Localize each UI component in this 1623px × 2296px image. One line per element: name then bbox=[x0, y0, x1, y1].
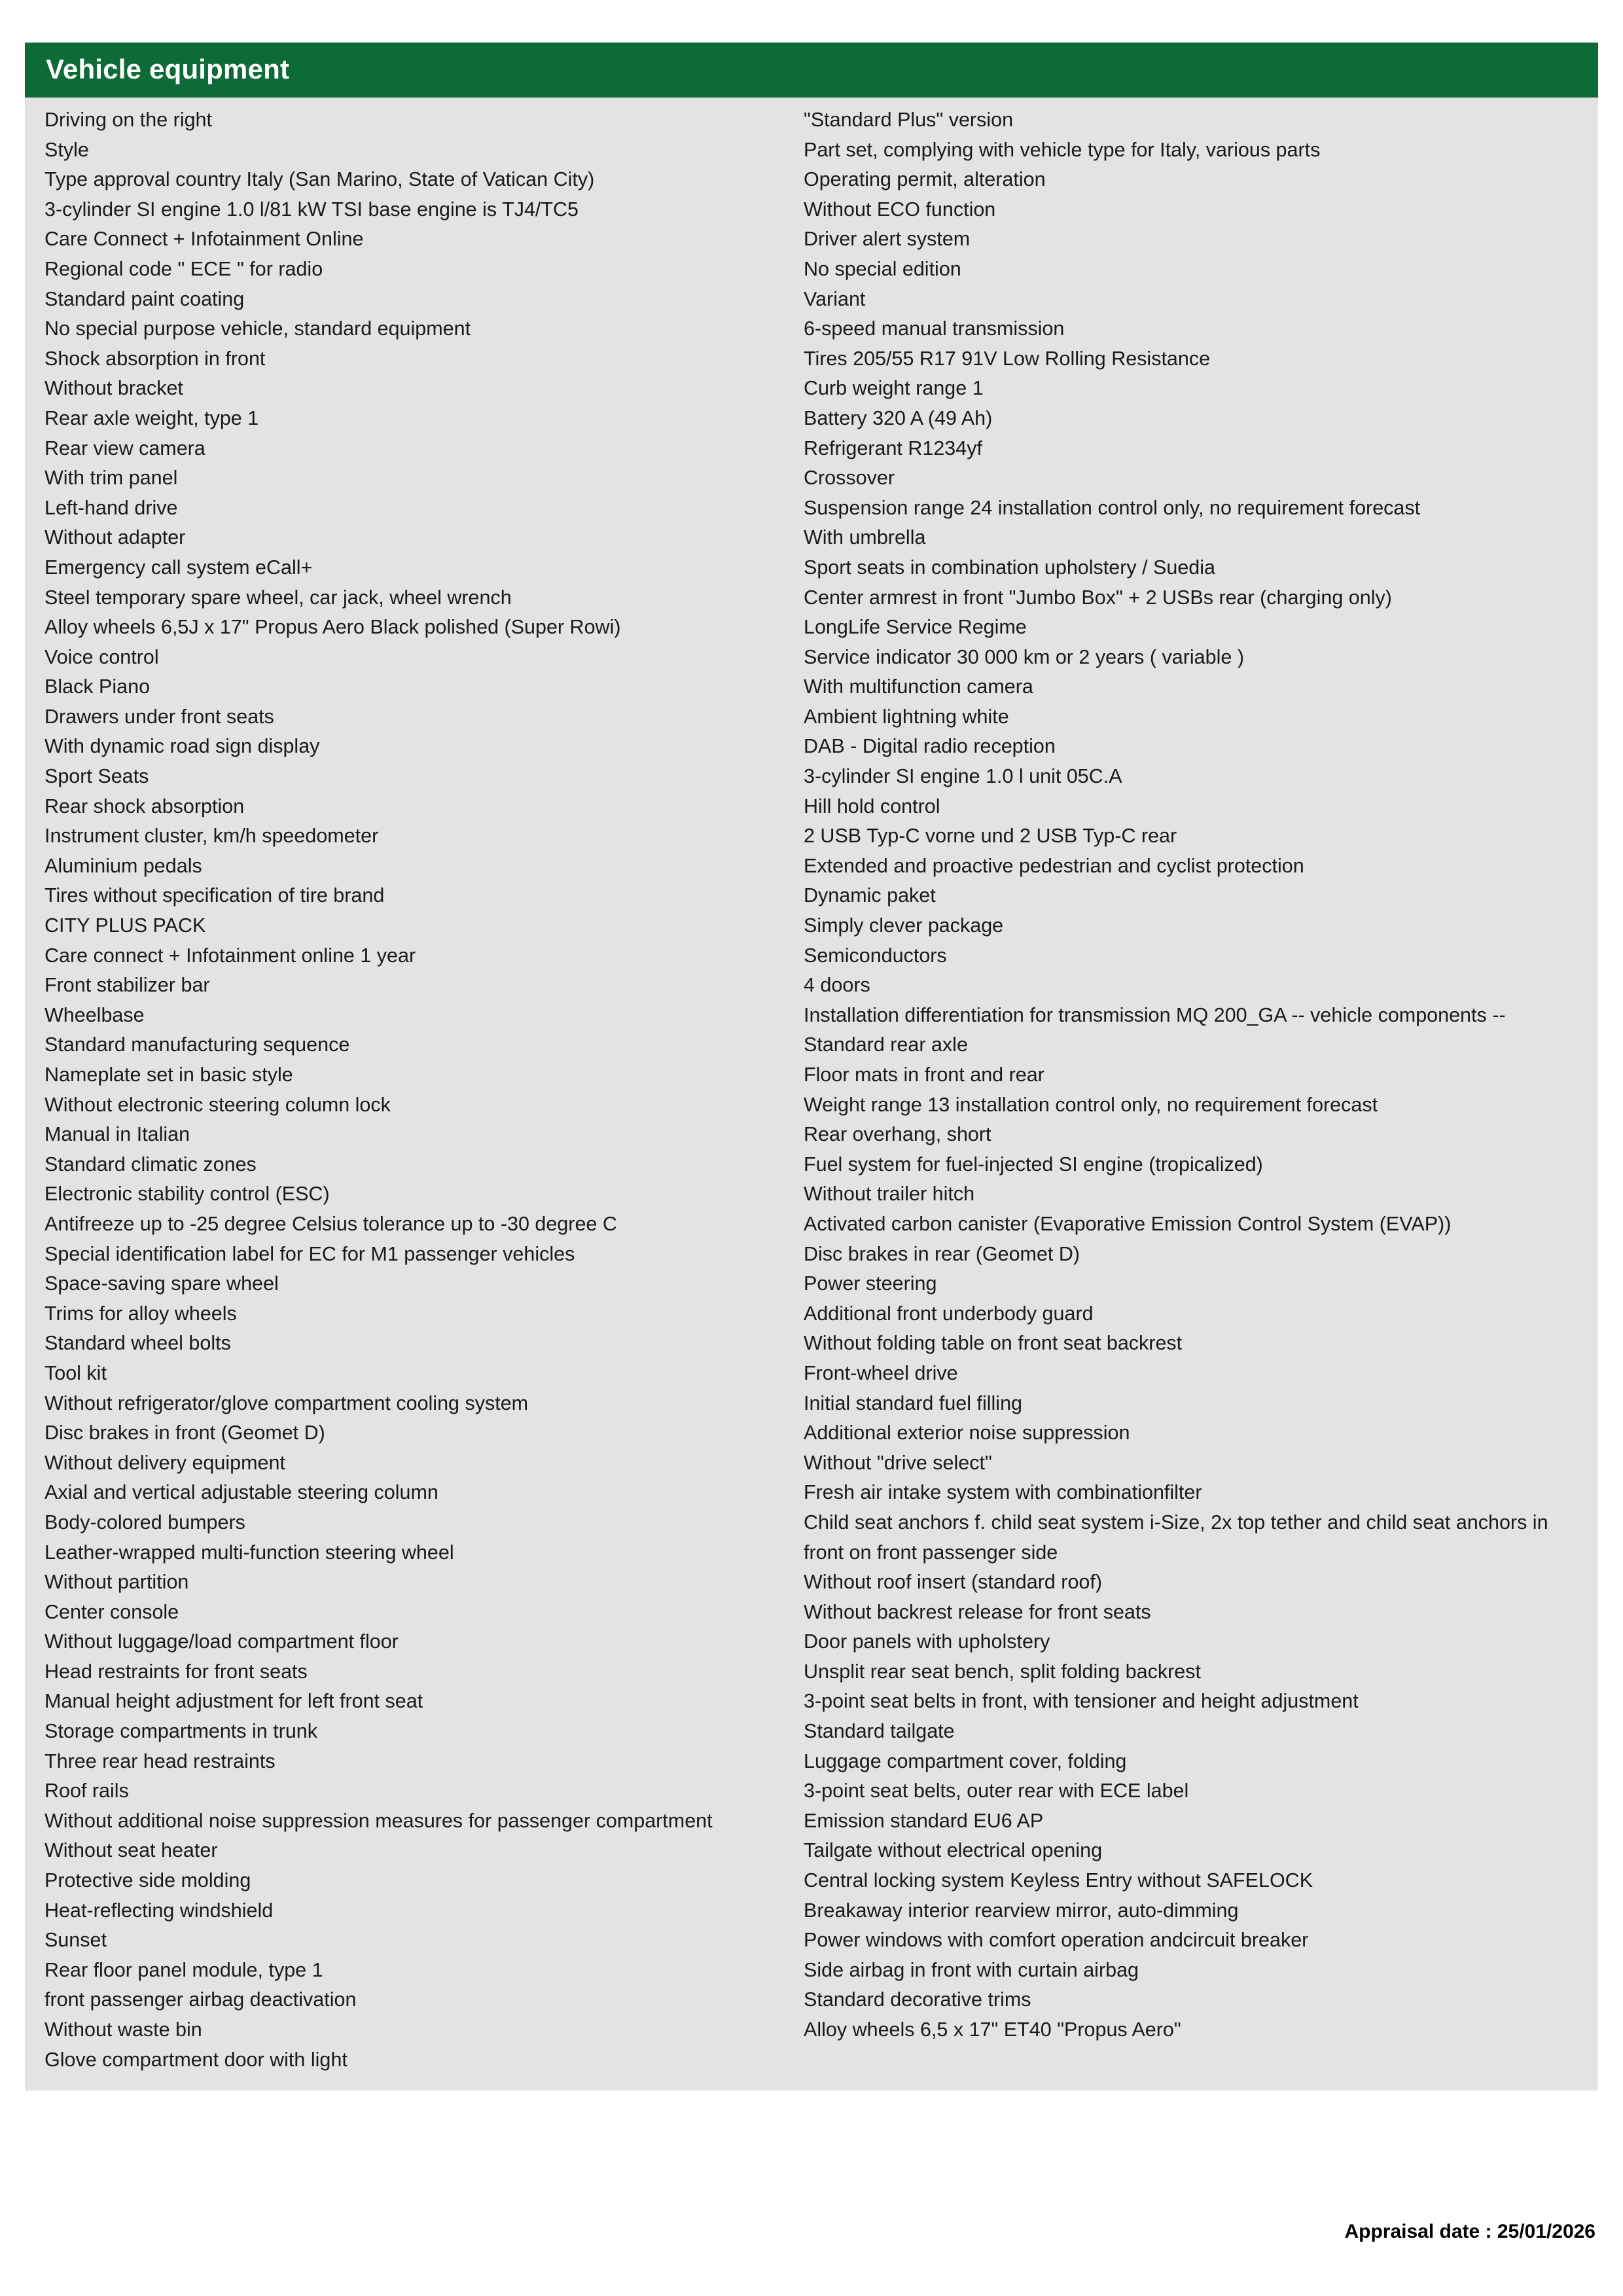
equipment-item: Body-colored bumpers bbox=[45, 1511, 245, 1534]
equipment-item: Weight range 13 installation control only, no requirement forecast bbox=[804, 1093, 1378, 1116]
equipment-item: Suspension range 24 installation control only, no requirement forecast bbox=[804, 496, 1421, 519]
equipment-item: Instrument cluster, km/h speedometer bbox=[45, 825, 379, 848]
equipment-item: Rear overhang, short bbox=[804, 1123, 991, 1146]
equipment-item: Protective side molding bbox=[45, 1869, 251, 1892]
equipment-item: Drawers under front seats bbox=[45, 705, 274, 728]
equipment-item: Axial and vertical adjustable steering column bbox=[45, 1481, 438, 1504]
equipment-item: 6-speed manual transmission bbox=[804, 317, 1065, 340]
equipment-item: Without roof insert (standard roof) bbox=[804, 1571, 1102, 1594]
equipment-item: Luggage compartment cover, folding bbox=[804, 1749, 1127, 1772]
equipment-item: Unsplit rear seat bench, split folding backrest bbox=[804, 1660, 1201, 1683]
equipment-item: Operating permit, alteration bbox=[804, 168, 1046, 191]
equipment-item: Floor mats in front and rear bbox=[804, 1064, 1044, 1086]
equipment-item: Roof rails bbox=[45, 1780, 129, 1803]
equipment-body bbox=[25, 98, 1598, 2090]
equipment-item: Additional exterior noise suppression bbox=[804, 1422, 1130, 1444]
equipment-item: Manual height adjustment for left front seat bbox=[45, 1690, 423, 1713]
equipment-item: Door panels with upholstery bbox=[804, 1630, 1050, 1653]
equipment-item: Semiconductors bbox=[804, 944, 947, 967]
equipment-item: Without refrigerator/glove compartment cooling system bbox=[45, 1391, 529, 1414]
equipment-item: Standard paint coating bbox=[45, 287, 245, 310]
equipment-item: Part set, complying with vehicle type for Italy, various parts bbox=[804, 138, 1321, 161]
equipment-item: Variant bbox=[804, 287, 866, 310]
equipment-item: Emergency call system eCall+ bbox=[45, 556, 313, 579]
equipment-item: Curb weight range 1 bbox=[804, 377, 984, 400]
equipment-item: Extended and proactive pedestrian and cyclist protection bbox=[804, 854, 1304, 877]
appraisal-date-footer: Appraisal date : 25/01/2026 bbox=[1344, 2221, 1596, 2242]
equipment-item: Special identification label for EC for M1 passenger vehicles bbox=[45, 1242, 575, 1265]
equipment-item: Left-hand drive bbox=[45, 496, 178, 519]
equipment-item: 2 USB Typ-C vorne und 2 USB Typ-C rear bbox=[804, 825, 1177, 848]
equipment-item: Without trailer hitch bbox=[804, 1183, 975, 1206]
equipment-item: Crossover bbox=[804, 467, 895, 490]
equipment-item: Rear axle weight, type 1 bbox=[45, 406, 259, 429]
equipment-item: Without additional noise suppression measures for passenger compartment bbox=[45, 1809, 713, 1832]
equipment-item: front passenger airbag deactivation bbox=[45, 1988, 357, 2011]
equipment-item: Center armrest in front "Jumbo Box" + 2 USBs rear (charging only) bbox=[804, 586, 1392, 609]
equipment-item: Dynamic paket bbox=[804, 884, 936, 907]
equipment-item: Tires 205/55 R17 91V Low Rolling Resistance bbox=[804, 347, 1211, 370]
equipment-item: Wheelbase bbox=[45, 1003, 145, 1026]
equipment-item: Front stabilizer bar bbox=[45, 974, 210, 997]
equipment-item: Driving on the right bbox=[45, 109, 212, 131]
equipment-item: DAB - Digital radio reception bbox=[804, 735, 1056, 758]
equipment-item: Without backrest release for front seats bbox=[804, 1600, 1151, 1623]
equipment-item: Alloy wheels 6,5 x 17" ET40 "Propus Aero" bbox=[804, 2018, 1181, 2041]
equipment-item: Antifreeze up to -25 degree Celsius tolerance up to -30 degree C bbox=[45, 1212, 617, 1235]
equipment-item: Without "drive select" bbox=[804, 1451, 992, 1474]
equipment-item: Alloy wheels 6,5J x 17" Propus Aero Black polished (Super Rowi) bbox=[45, 616, 621, 639]
equipment-column-left bbox=[45, 105, 804, 2075]
equipment-item: Ambient lightning white bbox=[804, 705, 1009, 728]
equipment-item: Additional front underbody guard bbox=[804, 1302, 1094, 1325]
equipment-item: Power windows with comfort operation andcircuit breaker bbox=[804, 1929, 1309, 1952]
equipment-item: 4 doors bbox=[804, 974, 870, 997]
equipment-item: LongLife Service Regime bbox=[804, 616, 1027, 639]
equipment-item: Heat-reflecting windshield bbox=[45, 1899, 274, 1922]
equipment-item: Steel temporary spare wheel, car jack, wheel wrench bbox=[45, 586, 512, 609]
equipment-item: Center console bbox=[45, 1600, 179, 1623]
equipment-item: Disc brakes in rear (Geomet D) bbox=[804, 1242, 1080, 1265]
equipment-item: No special purpose vehicle, standard equipment bbox=[45, 317, 471, 340]
equipment-item: Refrigerant R1234yf bbox=[804, 437, 982, 459]
equipment-item: Disc brakes in front (Geomet D) bbox=[45, 1422, 325, 1444]
equipment-item: Sunset bbox=[45, 1929, 107, 1952]
equipment-column-right bbox=[804, 105, 1578, 2045]
equipment-item: Without delivery equipment bbox=[45, 1451, 285, 1474]
equipment-item: 3-point seat belts in front, with tensioner and height adjustment bbox=[804, 1690, 1359, 1713]
equipment-item: Aluminium pedals bbox=[45, 854, 202, 877]
vehicle-equipment-panel bbox=[25, 43, 1598, 2090]
equipment-item: With dynamic road sign display bbox=[45, 735, 320, 758]
equipment-item: Care connect + Infotainment online 1 year bbox=[45, 944, 416, 967]
equipment-item: Installation differentiation for transmission MQ 200_GA -- vehicle components -- bbox=[804, 1003, 1506, 1026]
equipment-item: Tool kit bbox=[45, 1361, 107, 1384]
equipment-item: 3-cylinder SI engine 1.0 l unit 05C.A bbox=[804, 765, 1122, 788]
equipment-item: Glove compartment door with light bbox=[45, 2048, 348, 2071]
equipment-item: Standard manufacturing sequence bbox=[45, 1033, 350, 1056]
equipment-item: Shock absorption in front bbox=[45, 347, 266, 370]
equipment-item: Standard tailgate bbox=[804, 1720, 955, 1743]
equipment-item: Trims for alloy wheels bbox=[45, 1302, 237, 1325]
equipment-item: With umbrella bbox=[804, 526, 926, 549]
equipment-item: Power steering bbox=[804, 1272, 937, 1295]
equipment-item: Without electronic steering column lock bbox=[45, 1093, 391, 1116]
equipment-item: Standard decorative trims bbox=[804, 1988, 1031, 2011]
equipment-item: Style bbox=[45, 138, 89, 161]
equipment-item: Voice control bbox=[45, 645, 159, 668]
equipment-item: With multifunction camera bbox=[804, 675, 1033, 698]
equipment-item: Hill hold control bbox=[804, 795, 940, 817]
equipment-item: Black Piano bbox=[45, 675, 151, 698]
equipment-item: Head restraints for front seats bbox=[45, 1660, 308, 1683]
equipment-item: Nameplate set in basic style bbox=[45, 1064, 293, 1086]
equipment-item: Sport seats in combination upholstery / Suedia bbox=[804, 556, 1216, 579]
equipment-item: Side airbag in front with curtain airbag bbox=[804, 1958, 1139, 1981]
equipment-item: 3-cylinder SI engine 1.0 l/81 kW TSI base engine is TJ4/TC5 bbox=[45, 198, 579, 221]
equipment-item: Without waste bin bbox=[45, 2018, 202, 2041]
equipment-item: Rear shock absorption bbox=[45, 795, 245, 817]
equipment-item: Tires without specification of tire brand bbox=[45, 884, 385, 907]
equipment-item: Manual in Italian bbox=[45, 1123, 190, 1146]
equipment-item: Without seat heater bbox=[45, 1839, 218, 1862]
page-title: Vehicle equipment bbox=[25, 43, 1598, 98]
equipment-item: Central locking system Keyless Entry without SAFELOCK bbox=[804, 1869, 1313, 1892]
equipment-item: Emission standard EU6 AP bbox=[804, 1809, 1044, 1832]
equipment-item: Electronic stability control (ESC) bbox=[45, 1183, 330, 1206]
equipment-item: Rear floor panel module, type 1 bbox=[45, 1958, 323, 1981]
equipment-item: Three rear head restraints bbox=[45, 1749, 276, 1772]
equipment-item: Regional code " ECE " for radio bbox=[45, 257, 323, 280]
equipment-item: Sport Seats bbox=[45, 765, 149, 788]
equipment-item: Fuel system for fuel-injected SI engine (tropicalized) bbox=[804, 1153, 1263, 1175]
equipment-item: Care Connect + Infotainment Online bbox=[45, 228, 364, 251]
equipment-item: Simply clever package bbox=[804, 914, 1004, 937]
equipment-item: Front-wheel drive bbox=[804, 1361, 958, 1384]
equipment-item: Space-saving spare wheel bbox=[45, 1272, 279, 1295]
equipment-item: No special edition bbox=[804, 257, 961, 280]
equipment-item: Activated carbon canister (Evaporative Emission Control System (EVAP)) bbox=[804, 1212, 1452, 1235]
equipment-item: "Standard Plus" version bbox=[804, 109, 1014, 131]
equipment-item: Child seat anchors f. child seat system i-Size, 2x top tether and child seat anchors in front on front passenger side bbox=[804, 1511, 1554, 1564]
equipment-item: Initial standard fuel filling bbox=[804, 1391, 1022, 1414]
equipment-item: Without adapter bbox=[45, 526, 186, 549]
equipment-item: Standard wheel bolts bbox=[45, 1332, 231, 1355]
equipment-item: Breakaway interior rearview mirror, auto-dimming bbox=[804, 1899, 1239, 1922]
equipment-item: CITY PLUS PACK bbox=[45, 914, 206, 937]
equipment-item: Leather-wrapped multi-function steering wheel bbox=[45, 1541, 454, 1564]
equipment-item: Driver alert system bbox=[804, 228, 971, 251]
equipment-item: Without folding table on front seat backrest bbox=[804, 1332, 1183, 1355]
equipment-item: 3-point seat belts, outer rear with ECE label bbox=[804, 1780, 1189, 1803]
equipment-item: Without partition bbox=[45, 1571, 189, 1594]
equipment-item: Without luggage/load compartment floor bbox=[45, 1630, 399, 1653]
equipment-columns bbox=[45, 105, 1578, 2075]
equipment-item: Service indicator 30 000 km or 2 years ( variable ) bbox=[804, 645, 1244, 668]
equipment-item: Without ECO function bbox=[804, 198, 996, 221]
equipment-item: Battery 320 A (49 Ah) bbox=[804, 406, 993, 429]
equipment-item: Without bracket bbox=[45, 377, 183, 400]
equipment-item: Fresh air intake system with combinationfilter bbox=[804, 1481, 1202, 1504]
equipment-item: Storage compartments in trunk bbox=[45, 1720, 318, 1743]
equipment-item: Tailgate without electrical opening bbox=[804, 1839, 1103, 1862]
equipment-item: Standard rear axle bbox=[804, 1033, 968, 1056]
equipment-item: With trim panel bbox=[45, 467, 178, 490]
equipment-item: Type approval country Italy (San Marino, State of Vatican City) bbox=[45, 168, 595, 191]
equipment-item: Standard climatic zones bbox=[45, 1153, 257, 1175]
equipment-item: Rear view camera bbox=[45, 437, 205, 459]
